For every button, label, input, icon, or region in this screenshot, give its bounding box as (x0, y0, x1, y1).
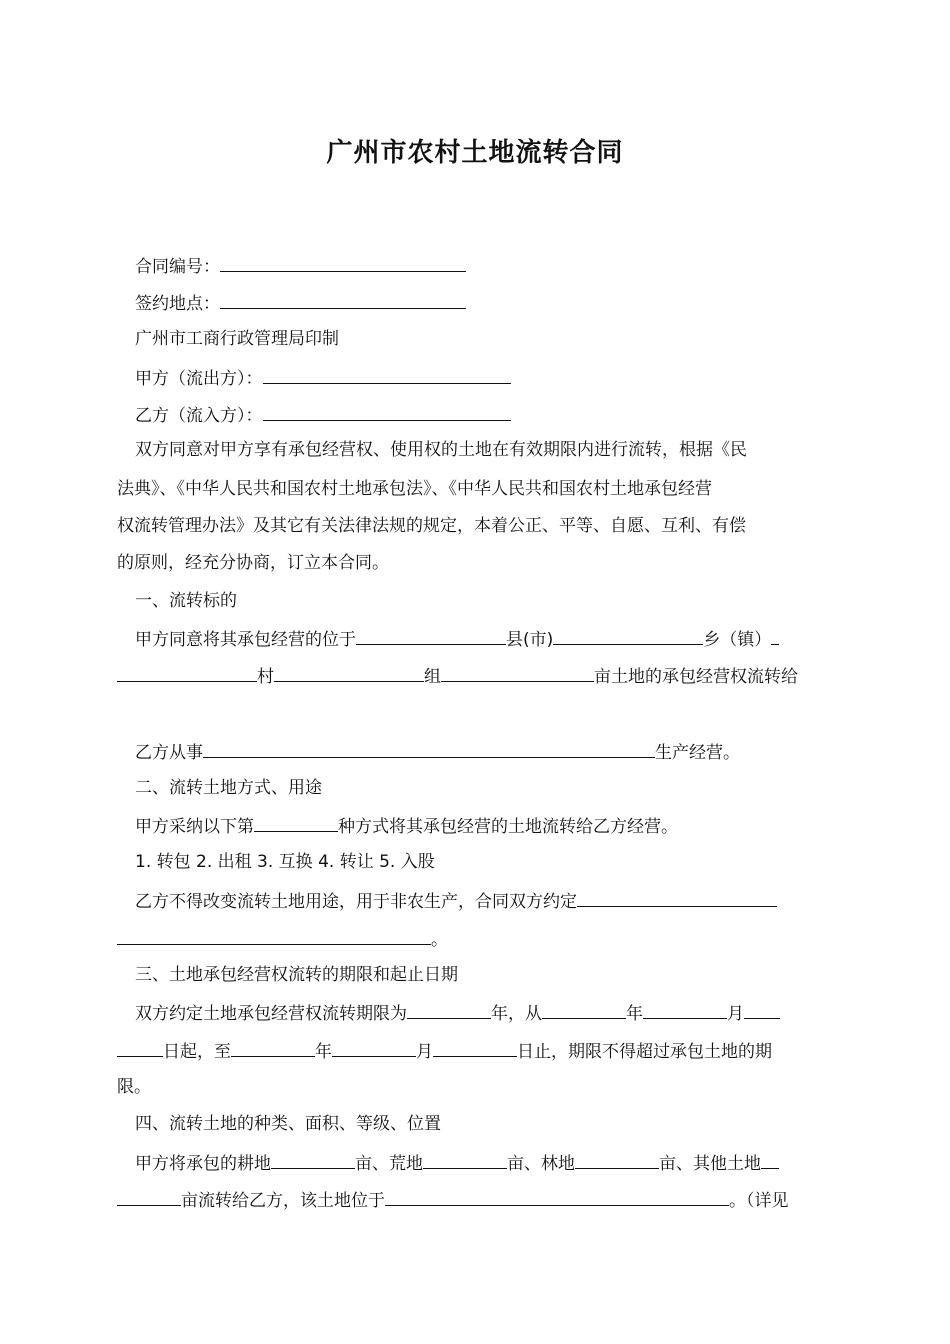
village-blank[interactable] (117, 663, 257, 682)
sec1-text-d: 村 (257, 667, 274, 687)
sec1-text-h: 生产经营。 (655, 743, 740, 763)
contract-number-line (135, 253, 837, 279)
section-3-line-1 (135, 1000, 837, 1026)
sign-place-line (135, 290, 837, 316)
other-land-blank[interactable] (761, 1150, 779, 1169)
sec4-text-b: 亩、荒地 (355, 1154, 423, 1174)
section-2-heading: 二、流转土地方式、用途 (135, 778, 322, 798)
end-day-blank[interactable] (433, 1038, 517, 1057)
village-blank-start[interactable] (771, 626, 779, 645)
other-land-blank-2[interactable] (117, 1187, 181, 1206)
term-years-blank[interactable] (407, 1000, 491, 1019)
wasteland-blank[interactable] (423, 1150, 507, 1169)
party-b-label: 乙方（流入方）： (135, 406, 263, 426)
sec1-text-e: 组 (424, 667, 441, 687)
sec1-text-g: 乙方从事 (135, 743, 203, 763)
group-blank[interactable] (274, 663, 424, 682)
section-1-line-3 (135, 739, 837, 765)
sec2-text-c: 乙方不得改变流转土地用途，用于非农生产，合同双方约定 (135, 892, 577, 912)
area-blank[interactable] (441, 663, 594, 682)
county-blank[interactable] (356, 626, 506, 645)
method-number-blank[interactable] (254, 813, 338, 832)
section-2-line-4 (117, 926, 837, 952)
party-b-blank[interactable] (263, 402, 511, 421)
sec3-text-a: 双方约定土地承包经营权流转期限为 (135, 1004, 407, 1024)
agreed-use-blank-2[interactable] (117, 926, 431, 945)
sec2-text-b: 种方式将其承包经营的土地流转给乙方经营。 (338, 817, 678, 837)
section-3-line-2 (117, 1038, 837, 1064)
sec1-text-f: 亩土地的承包经营权流转给 (594, 667, 798, 687)
preamble-line-2: 法典》、《中华人民共和国农村土地承包法》、《中华人民共和国农村土地承包经营 (117, 479, 712, 499)
location-blank[interactable] (385, 1187, 729, 1206)
section-1-line-1 (135, 626, 837, 652)
forest-blank[interactable] (575, 1150, 659, 1169)
sec3-text-c: 年 (626, 1004, 643, 1024)
section-2-line-1 (135, 813, 837, 839)
sec4-text-a: 甲方将承包的耕地 (135, 1154, 271, 1174)
sec1-text-a: 甲方同意将其承包经营的位于 (135, 630, 356, 650)
transfer-options: 1. 转包 2. 出租 3. 互换 4. 转让 5. 入股 (135, 852, 435, 872)
end-month-blank[interactable] (332, 1038, 416, 1057)
sec1-text-b: 县(市) (506, 630, 554, 650)
sign-place-blank[interactable] (220, 290, 466, 309)
section-3-heading: 三、土地承包经营权流转的期限和起止日期 (135, 965, 458, 985)
sec3-text-f: 年 (315, 1042, 332, 1062)
preamble-line-4: 的原则，经充分协商，订立本合同。 (117, 553, 389, 573)
section-2-line-3 (135, 888, 837, 914)
end-year-blank[interactable] (231, 1038, 315, 1057)
printer-note: 广州市工商行政管理局印制 (135, 329, 339, 349)
section-1-line-2 (117, 663, 837, 689)
agreed-use-blank[interactable] (577, 888, 777, 907)
sign-place-label: 签约地点： (135, 294, 220, 314)
party-b-line (135, 402, 837, 428)
start-year-blank[interactable] (542, 1000, 626, 1019)
sec3-text-g: 月 (416, 1042, 433, 1062)
party-a-label: 甲方（流出方）： (135, 369, 263, 389)
document-title: 广州市农村土地流转合同 (326, 138, 624, 168)
section-4-heading: 四、流转土地的种类、面积、等级、位置 (135, 1114, 441, 1134)
sec4-text-c: 亩、林地 (507, 1154, 575, 1174)
preamble-line-1: 双方同意对甲方享有承包经营权、使用权的土地在有效期限内进行流转，根据《民 (135, 440, 747, 460)
business-blank[interactable] (203, 739, 655, 758)
sec3-text-h: 日止，期限不得超过承包土地的期 (517, 1042, 772, 1062)
contract-number-label: 合同编号： (135, 257, 220, 277)
preamble-line-3: 权流转管理办法》及其它有关法律法规的规定，本着公正、平等、自愿、互利、有偿 (117, 516, 746, 536)
cropland-blank[interactable] (271, 1150, 355, 1169)
section-4-line-2 (117, 1187, 837, 1213)
sec3-text-e: 日起，至 (163, 1042, 231, 1062)
start-day-blank-2[interactable] (117, 1038, 163, 1057)
sec2-text-a: 甲方采纳以下第 (135, 817, 254, 837)
section-3-line-3: 限。 (117, 1077, 151, 1097)
sec3-text-d: 月 (727, 1004, 744, 1024)
sec2-text-d: 。 (431, 930, 448, 950)
sec3-text-b: 年，从 (491, 1004, 542, 1024)
township-blank[interactable] (553, 626, 703, 645)
start-day-blank[interactable] (744, 1000, 780, 1019)
section-4-line-1 (135, 1150, 837, 1176)
sec4-text-d: 亩、其他土地 (659, 1154, 761, 1174)
section-1-heading: 一、流转标的 (135, 591, 237, 611)
sec4-text-f: 。（详见 (729, 1191, 789, 1211)
party-a-line (135, 365, 837, 391)
sec1-text-c: 乡（镇） (703, 630, 772, 650)
start-month-blank[interactable] (643, 1000, 727, 1019)
sec4-text-e: 亩流转给乙方，该土地位于 (181, 1191, 385, 1211)
party-a-blank[interactable] (263, 365, 511, 384)
contract-number-blank[interactable] (220, 253, 466, 272)
